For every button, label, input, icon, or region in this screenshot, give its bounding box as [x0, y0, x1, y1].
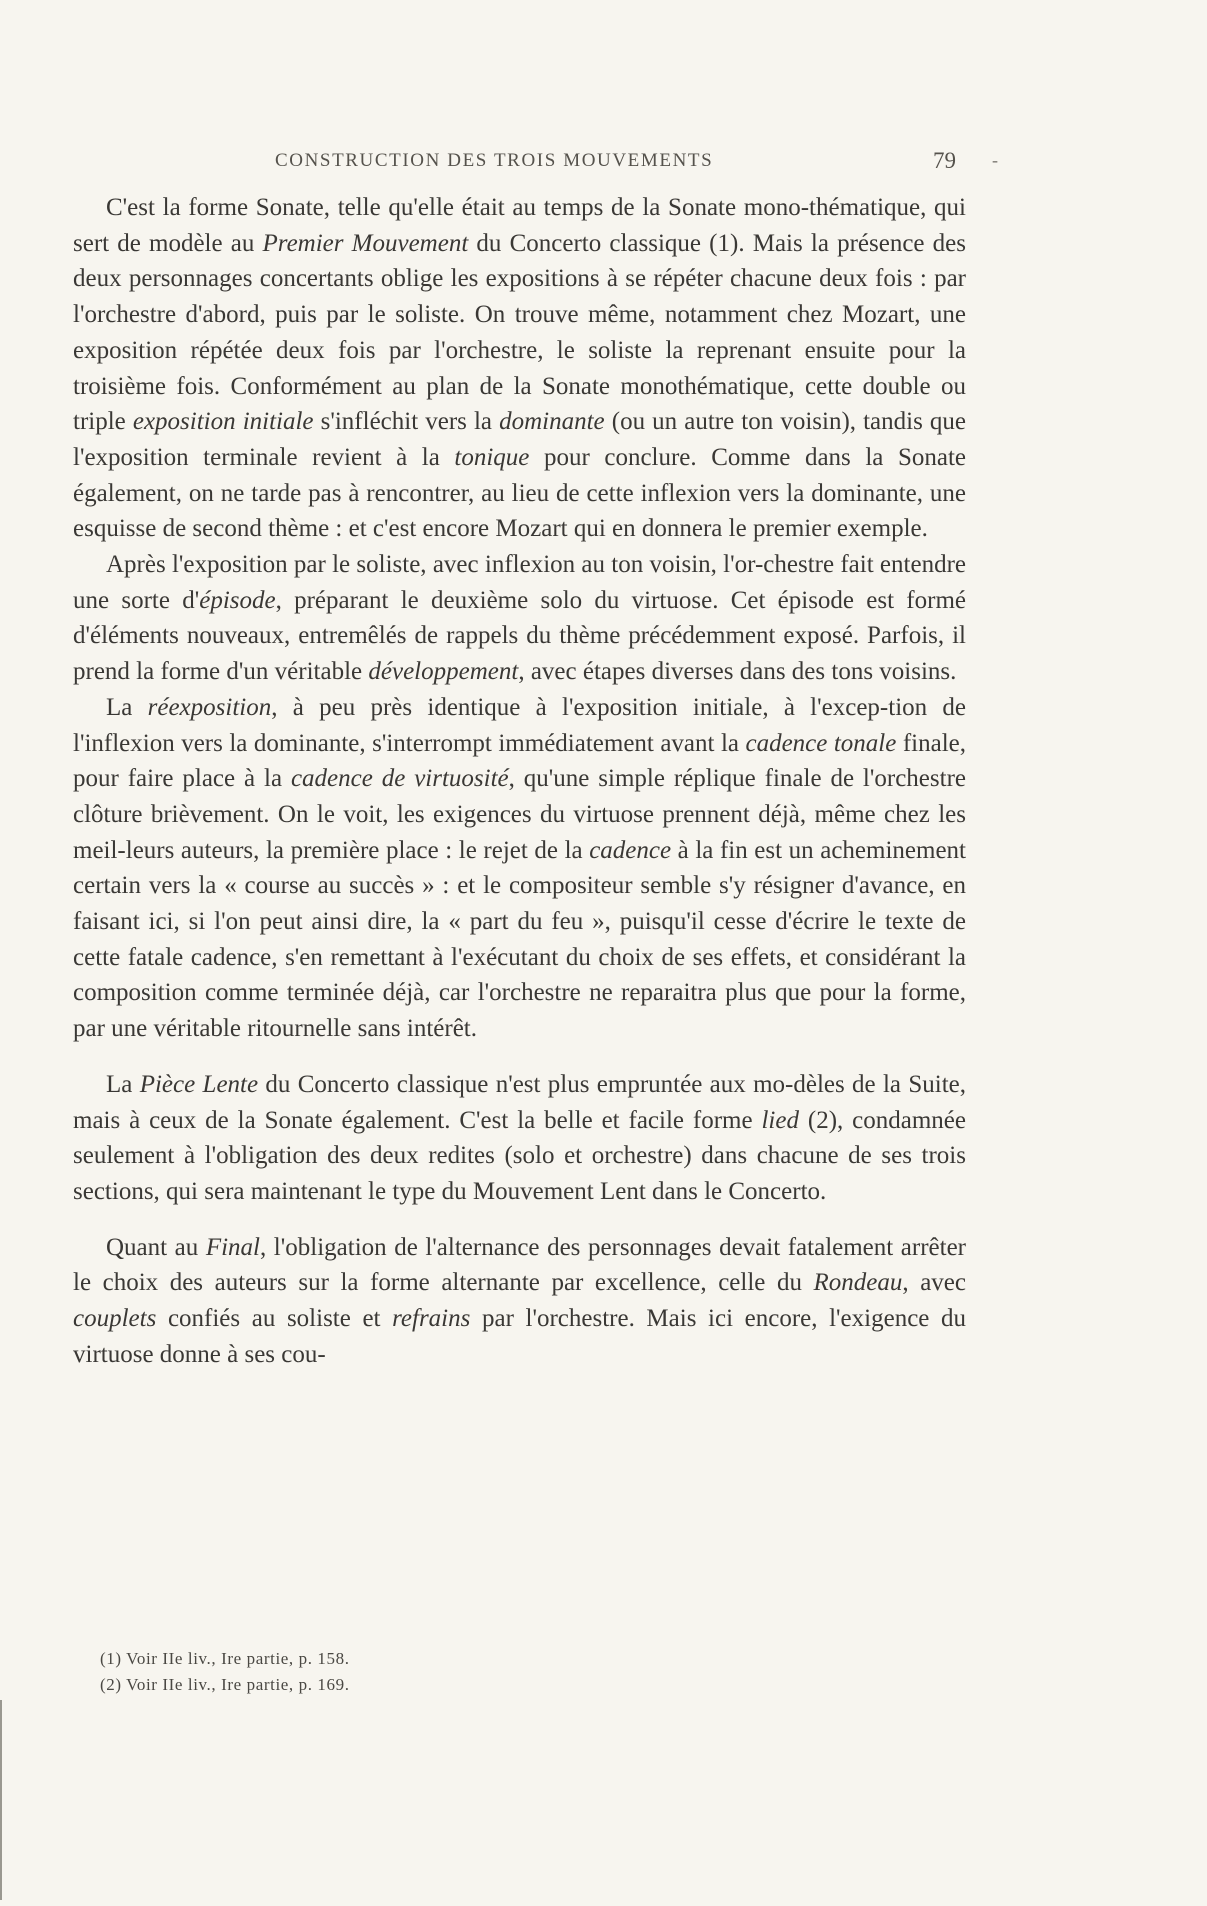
- italic-term: développement: [368, 658, 519, 686]
- text-run: , avec étapes diverses dans des tons voisins.: [518, 658, 957, 686]
- text-run: finale, pour faire place à la: [73, 729, 966, 793]
- paragraph: [73, 1230, 966, 1373]
- italic-term: Final: [205, 1233, 260, 1261]
- footnote: (1) Voir IIe liv., Ire partie, p. 158.: [100, 1649, 350, 1668]
- italic-term: cadence de virtuosité: [290, 765, 509, 793]
- page-edge-shadow: [0, 1700, 2, 1900]
- text-run: , préparant le deuxième solo du virtuose. Cet épisode est formé d'éléments nouveaux, entremêlés de rappels du thème précédemment exposé. Parfois, il prend la forme d'un véritable: [73, 586, 967, 686]
- text-run: du Concerto classique n'est plus empruntée aux mo-dèles de la Suite, mais à ceux de la Sonate également. C'est la belle et facile forme: [73, 1070, 966, 1134]
- italic-term: tonique: [454, 443, 530, 471]
- italic-term: Premier Mouvement: [262, 229, 469, 257]
- italic-term: refrains: [392, 1305, 471, 1333]
- text-run: Quant au: [106, 1233, 206, 1261]
- text-run: La: [106, 693, 148, 721]
- running-title: CONSTRUCTION DES TROIS MOUVEMENTS: [275, 150, 714, 171]
- text-run: , avec: [902, 1269, 966, 1297]
- italic-term: cadence: [589, 836, 672, 864]
- italic-term: Pièce Lente: [139, 1070, 259, 1098]
- italic-term: épisode: [199, 586, 276, 614]
- text-run: (ou un autre ton voisin), tandis que l'exposition terminale revient à la: [73, 408, 966, 471]
- text-run: à la fin est un acheminement certain vers la « course au succès » : et le compositeur semble s'y résigner d'avance, en faisant ici, si l'on peut ainsi dire, la « part du feu », puisqu'il cesse d'écrire le texte de cette fatale cadence, s'en remettant à l'exécutant du choix de ses effets, et considérant la composition comme terminée déjà, car l'orchestre ne reparaitra plus que pour la forme, par une véritable ritournelle sans intérêt.: [73, 836, 966, 1043]
- running-header: [275, 148, 998, 180]
- italic-term: cadence tonale: [745, 729, 897, 757]
- paragraph: [73, 690, 966, 1047]
- paragraph: [73, 190, 966, 547]
- paragraph: [73, 1067, 966, 1210]
- italic-term: dominante: [499, 408, 605, 436]
- text-run: , qu'une simple réplique finale de l'orchestre clôture brièvement. On le voit, les exigences du virtuose prennent déjà, même chez les meil-leurs auteurs, la première place : le rejet de la: [73, 765, 966, 864]
- text-run: , à peu près identique à l'exposition initiale, à l'excep-tion de l'inflexion vers la dominante, s'interrompt immédiatement avant la: [73, 693, 966, 757]
- page-number: 79: [933, 148, 956, 173]
- text-run: La: [106, 1070, 140, 1098]
- italic-term: Rondeau: [813, 1269, 903, 1297]
- footnote: (2) Voir IIe liv., Ire partie, p. 169.: [100, 1675, 350, 1694]
- italic-term: exposition initiale: [132, 408, 314, 436]
- italic-term: couplets: [73, 1305, 157, 1333]
- page-mark: -: [992, 150, 998, 170]
- text-run: confiés au soliste et: [156, 1305, 393, 1333]
- text-run: C'est la forme Sonate, telle qu'elle était au temps de la Sonate mono-thématique, qui sert de modèle au: [73, 194, 966, 257]
- text-run: (2), condamnée seulement à l'obligation des deux redites (solo et orchestre) dans chacune de ses trois sections, qui sera maintenant le type du Mouvement Lent dans le Concerto.: [73, 1106, 966, 1205]
- text-run: du Concerto classique (1). Mais la présence des deux personnages concertants oblige les expositions à se répéter chacune deux fois : par l'orchestre d'abord, puis par le soliste. On trouve même, notamment chez Mozart, une exposition répétée deux fois par l'orchestre, le soliste la reprenant ensuite pour la troisième fois. Conformément au plan de la Sonate monothématique, cette double ou triple: [73, 229, 966, 436]
- text-run: par l'orchestre. Mais ici encore, l'exigence du virtuose donne à ses cou-: [73, 1305, 966, 1368]
- text-run: Après l'exposition par le soliste, avec inflexion au ton voisin, l'or-chestre fait entendre une sorte d': [73, 551, 966, 614]
- text-run: s'infléchit vers la: [313, 408, 500, 436]
- footnotes: [100, 1646, 800, 1698]
- paragraph: [73, 547, 966, 690]
- italic-term: réexposition: [147, 693, 272, 721]
- text-run: , l'obligation de l'alternance des personnages devait fatalement arrêter le choix des auteurs sur la forme alternante par excellence, celle du: [73, 1233, 966, 1297]
- italic-term: lied: [761, 1106, 799, 1134]
- body-text: [73, 190, 966, 1373]
- text-run: pour conclure. Comme dans la Sonate également, on ne tarde pas à rencontrer, au lieu de cette inflexion vers la dominante, une esquisse de second thème : et c'est encore Mozart qui en donnera le premier exemple.: [73, 443, 966, 543]
